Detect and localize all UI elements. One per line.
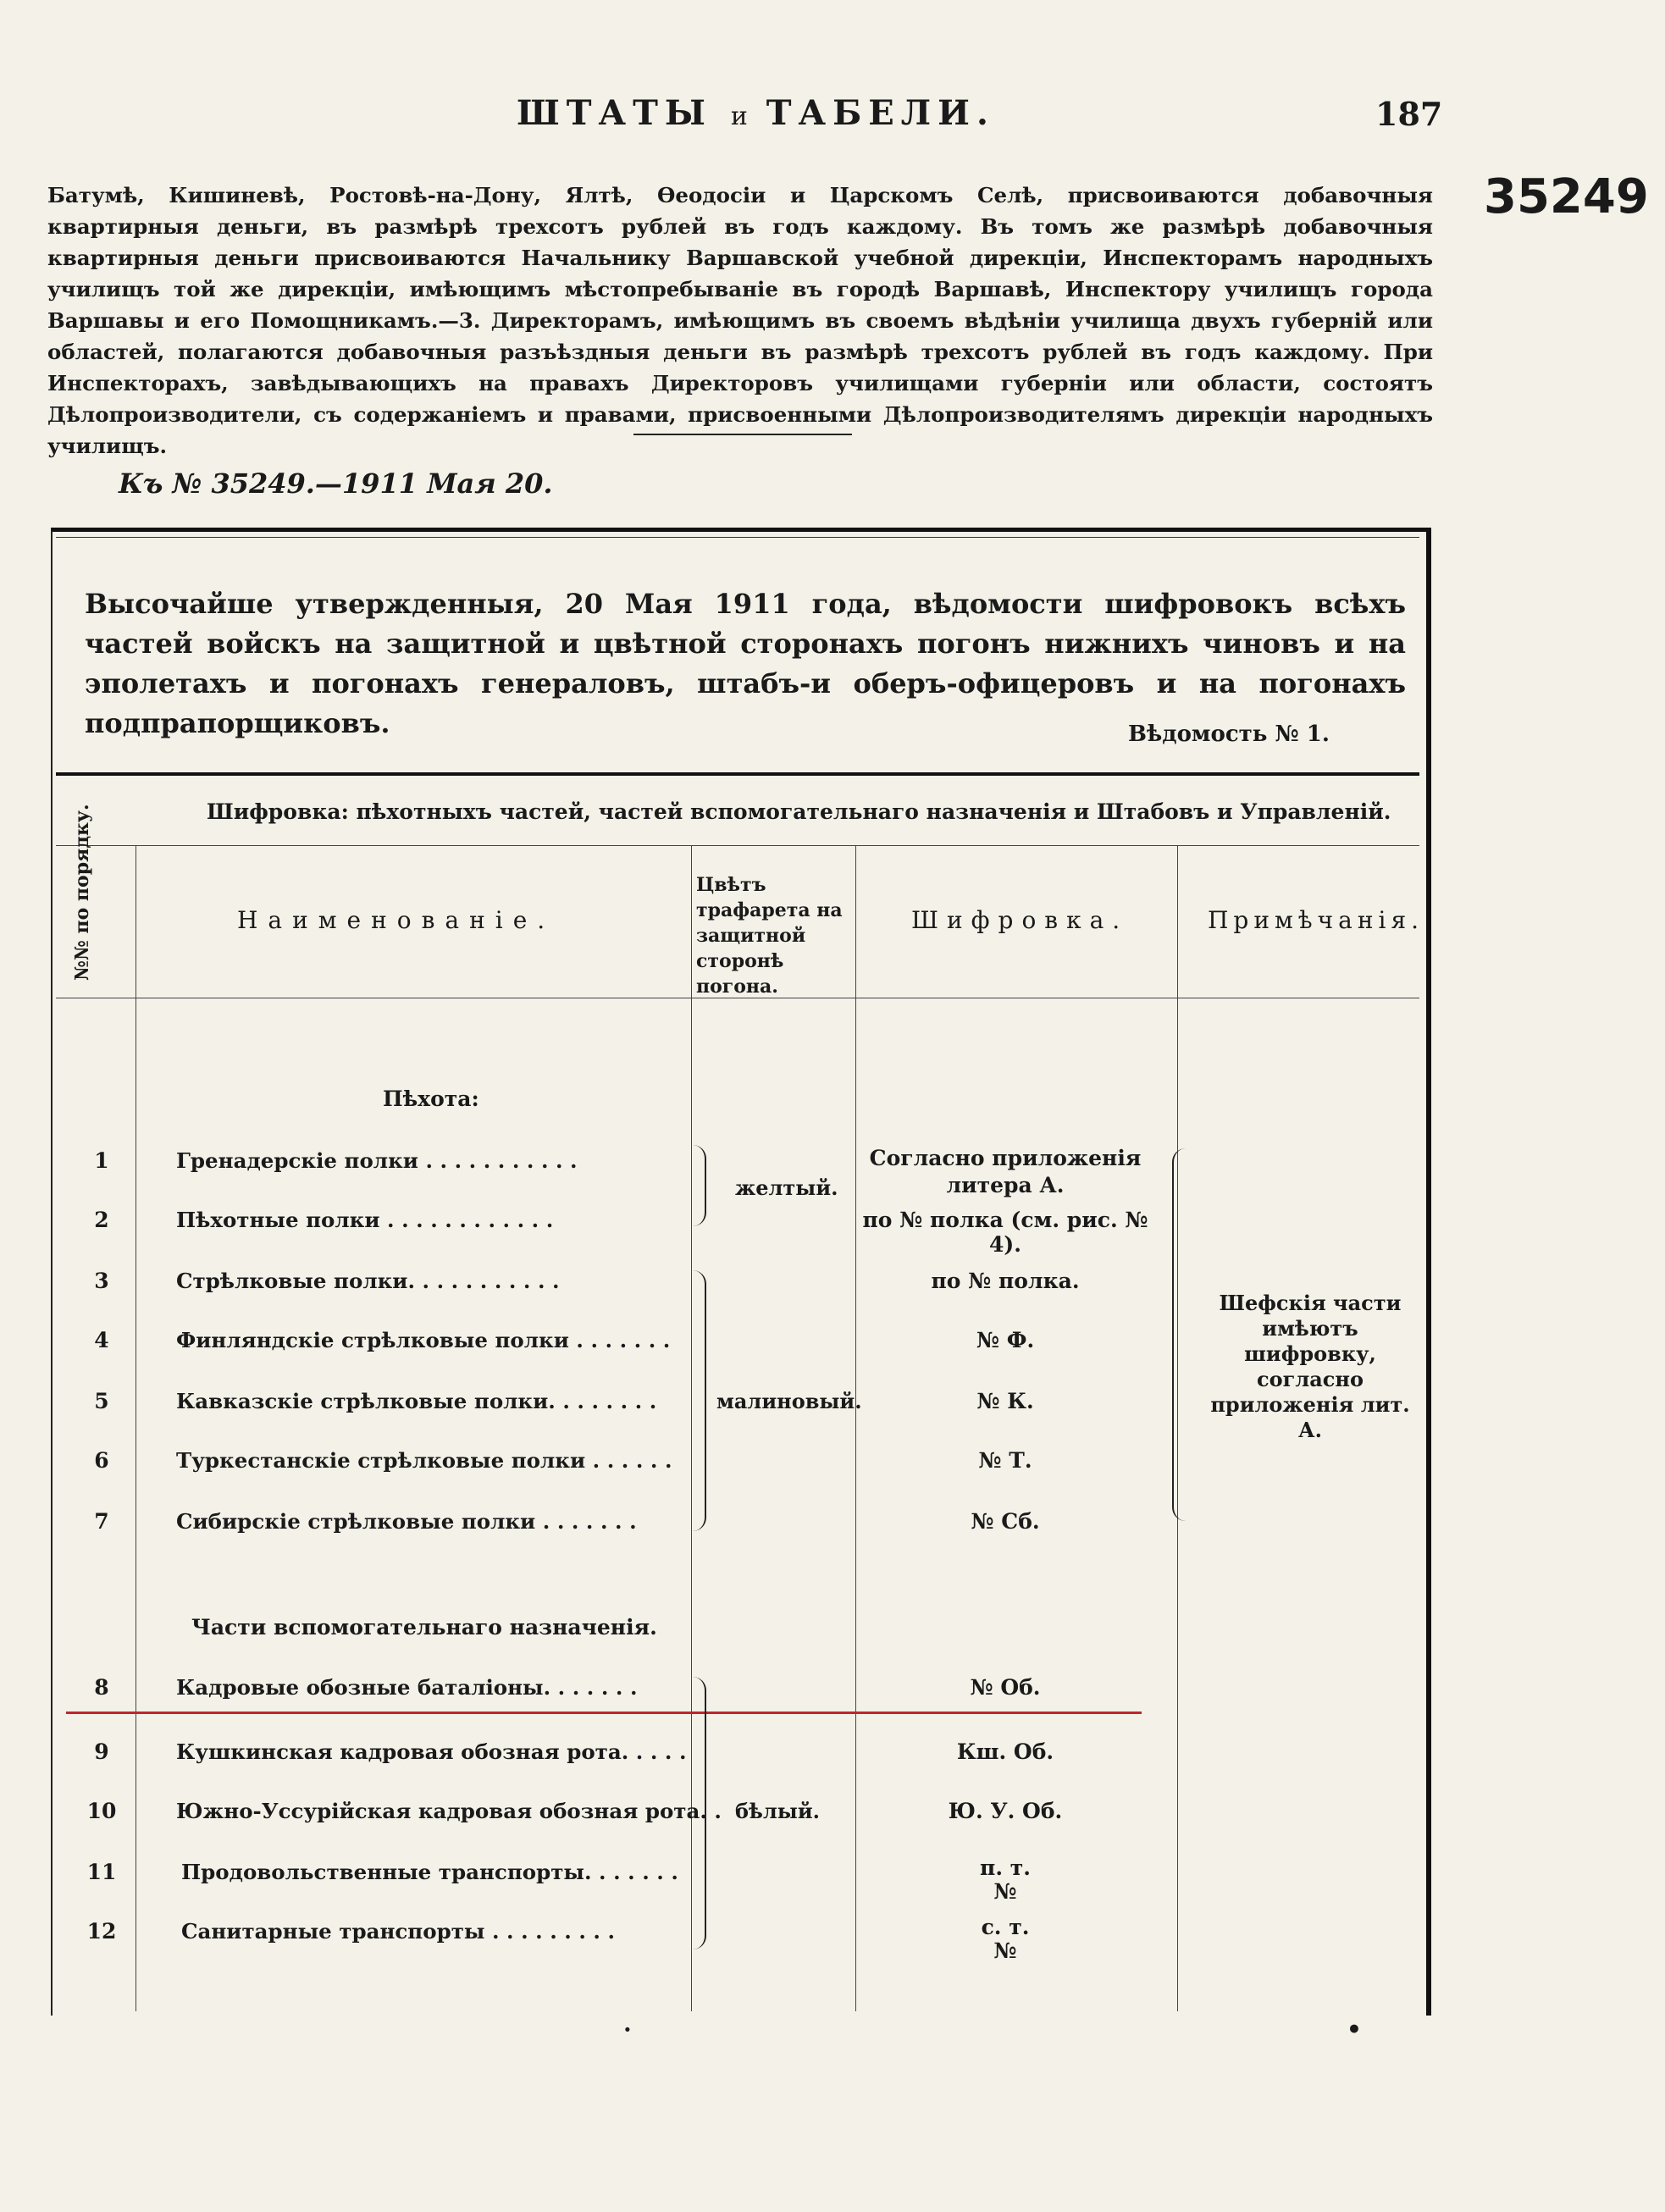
- vedomost-label: Вѣдомость № 1.: [1128, 722, 1330, 747]
- header-name: Наименованіе.: [237, 906, 556, 934]
- row-code: Кш. Об.: [956, 1739, 1054, 1764]
- row-code: Согласно приложенія литера А.: [869, 1146, 1142, 1197]
- brace: [693, 1677, 706, 1949]
- row-number: 2: [94, 1208, 109, 1232]
- color-yellow: желтый.: [735, 1175, 838, 1200]
- row-name: Финляндскіе стрѣлковые полки . . . . . . .: [176, 1328, 671, 1352]
- header-title-and: и: [730, 102, 748, 131]
- row-name: Кадровые обозные баталіоны. . . . . . .: [176, 1675, 638, 1700]
- header-title-part1: ШТАТЫ: [517, 93, 712, 133]
- row-code: Ю. У. Об.: [948, 1799, 1063, 1823]
- row-code: по № полка.: [931, 1269, 1080, 1293]
- row-number: 10: [86, 1799, 117, 1823]
- frame-inner-rule: [56, 537, 1419, 538]
- row-name: Кушкинская кадровая обозная рота. . . . .: [176, 1739, 687, 1764]
- speck: ·: [623, 2016, 632, 2043]
- running-header: [517, 93, 995, 133]
- header-top-rule: [56, 845, 1419, 846]
- color-crimson: малиновый.: [716, 1389, 862, 1413]
- row-number: 4: [94, 1328, 109, 1352]
- section-auxiliary: Части вспомогательнаго назначенія.: [191, 1615, 657, 1640]
- section-infantry: Пѣхота:: [383, 1087, 479, 1111]
- row-name: Кавказскіе стрѣлковые полки. . . . . . . .: [176, 1389, 657, 1413]
- header-notes: Примѣчанія.: [1208, 906, 1424, 934]
- row-code: № Сб.: [971, 1509, 1040, 1534]
- row-number: 1: [94, 1148, 109, 1173]
- header-shifrovka: Шифровка.: [911, 906, 1129, 934]
- title-rule: [56, 772, 1419, 776]
- row-number: 9: [94, 1739, 109, 1764]
- header-title-part2: ТАБЕЛИ.: [766, 93, 995, 133]
- row-number: 3: [94, 1269, 109, 1293]
- brace: [693, 1145, 706, 1226]
- row-code: № Т.: [978, 1448, 1032, 1473]
- row-code: п. т. №: [980, 1855, 1031, 1904]
- row-code: по № полка (см. рис. № 4).: [862, 1208, 1148, 1257]
- row-name: Стрѣлковые полки. . . . . . . . . . .: [176, 1269, 560, 1293]
- page-number: 187: [1375, 95, 1443, 133]
- shifrovka-subtitle: Шифровка: пѣхотныхъ частей, частей вспомогательнаго назначенія и Штабовъ и Управленій.: [207, 799, 1391, 824]
- note-text: Шефскія части имѣютъ шифровку, согласно приложенія лит. А.: [1210, 1291, 1410, 1442]
- row-number: 7: [94, 1509, 109, 1534]
- row-number: 5: [94, 1389, 109, 1413]
- row-code: № К.: [976, 1389, 1034, 1413]
- row-code: № Об.: [970, 1675, 1041, 1700]
- row-number: 6: [94, 1448, 109, 1473]
- row-name: Туркестанскіе стрѣлковые полки . . . . . .: [176, 1448, 672, 1473]
- row-name: Гренадерскіе полки . . . . . . . . . . .: [176, 1148, 578, 1173]
- header-number: №№ по порядку.: [71, 804, 93, 981]
- brace: [1172, 1148, 1186, 1521]
- separator-rule: [633, 434, 852, 435]
- document-title: Высочайше утвержденныя, 20 Мая 1911 года, вѣдомости шифровокъ всѣхъ частей войскъ на защитной и цвѣтной сторонахъ погонъ нижнихъ чиновъ и на эполетахъ и погонахъ генераловъ, штабъ-и оберъ-офицеровъ и на погонахъ подпрапорщиковъ.: [85, 588, 1406, 739]
- row-name: Пѣхотные полки . . . . . . . . . . . .: [176, 1208, 554, 1232]
- header-color: Цвѣтъ трафарета на защитной сторонѣ погона.: [696, 874, 843, 998]
- row-code: с. т. №: [981, 1915, 1030, 1963]
- section-number: 35249: [1484, 169, 1649, 224]
- row-name: Продовольственные транспорты. . . . . . .: [181, 1860, 678, 1884]
- column-line: [691, 845, 692, 2011]
- row-number: 12: [86, 1919, 117, 1944]
- red-underline: [66, 1712, 1142, 1714]
- row-number: 11: [86, 1860, 117, 1884]
- row-code: № Ф.: [976, 1328, 1035, 1352]
- row-name: Санитарные транспорты . . . . . . . . .: [181, 1919, 615, 1944]
- color-white: бѣлый.: [735, 1799, 821, 1823]
- intro-paragraph: Батумѣ, Кишиневѣ, Ростовѣ-на-Дону, Ялтѣ, Ѳеодосіи и Царскомъ Селѣ, присвоиваются добавочныя квартирныя деньги, въ размѣрѣ трехсотъ рублей въ годъ каждому. Въ томъ же размѣрѣ добавочныя квартирныя деньги присвоиваются Начальнику Варшавской учебной дирекціи, Инспекторамъ народныхъ училищъ той же дирекціи, имѣющимъ мѣстопребываніе въ городѣ Варшавѣ, Инспектору училищъ города Варшавы и его Помощникамъ.—3. Директорамъ, имѣющимъ въ своемъ вѣдѣніи училища двухъ губерній или областей, полагаются добавочныя разъѣздныя деньги въ размѣрѣ трехсотъ рублей въ годъ каждому. При Инспекторахъ, завѣдывающихъ на правахъ Директоровъ училищами губерніи или области, состоятъ Дѣлопроизводители, съ содержаніемъ и правами, присвоенными Дѣлопроизводителямъ дирекціи народныхъ училищъ.: [47, 183, 1433, 458]
- brace: [693, 1270, 706, 1531]
- row-name: Южно-Уссурійская кадровая обозная рота. .: [176, 1799, 722, 1823]
- speck: •: [1347, 2016, 1362, 2043]
- column-line: [855, 845, 856, 2011]
- reference-line: Къ № 35249.—1911 Мая 20.: [119, 467, 553, 500]
- row-name: Сибирскіе стрѣлковые полки . . . . . . .: [176, 1509, 637, 1534]
- row-number: 8: [94, 1675, 109, 1700]
